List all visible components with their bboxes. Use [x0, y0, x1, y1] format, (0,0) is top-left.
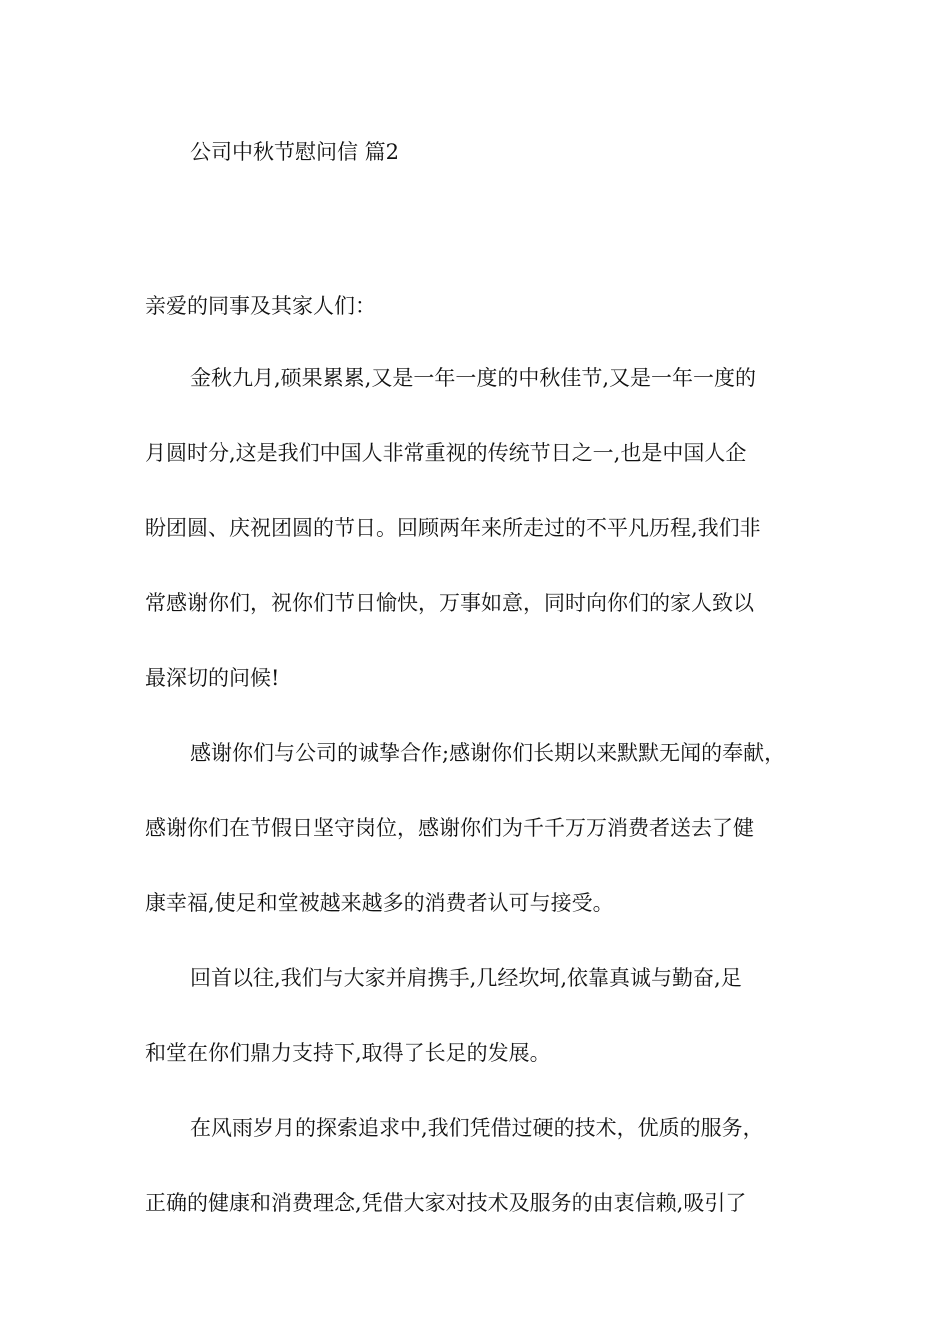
paragraph-4-line-2: 正确的健康和消费理念,凭借大家对技术及服务的由衷信赖,吸引了	[145, 1191, 747, 1215]
paragraph-1-line-4: 常感谢你们，祝你们节日愉快，万事如意，同时向你们的家人致以	[145, 591, 754, 615]
paragraph-1-line-3: 盼团圆、庆祝团圆的节日。回顾两年来所走过的不平凡历程,我们非	[145, 516, 761, 540]
paragraph-2-line-1: 感谢你们与公司的诚挚合作;感谢你们长期以来默默无闻的奉献，	[190, 741, 786, 765]
paragraph-4-line-1: 在风雨岁月的探索追求中,我们凭借过硬的技术，优质的服务，	[190, 1116, 764, 1140]
paragraph-3-line-2: 和堂在你们鼎力支持下,取得了长足的发展。	[145, 1041, 551, 1065]
paragraph-1-line-5: 最深切的问候!	[145, 666, 280, 690]
paragraph-3-line-1: 回首以往,我们与大家并肩携手,几经坎坷,依靠真诚与勤奋,足	[190, 966, 742, 990]
paragraph-2-line-3: 康幸福,使足和堂被越来越多的消费者认可与接受。	[145, 891, 614, 915]
document-title: 公司中秋节慰问信 篇2	[190, 140, 400, 164]
paragraph-2-line-2: 感谢你们在节假日坚守岗位，感谢你们为千千万万消费者送去了健	[145, 816, 754, 840]
paragraph-1-line-2: 月圆时分,这是我们中国人非常重视的传统节日之一,也是中国人企	[145, 441, 747, 465]
paragraph-1-line-1: 金秋九月,硕果累累,又是一年一度的中秋佳节,又是一年一度的	[190, 366, 757, 390]
greeting-line: 亲爱的同事及其家人们：	[145, 294, 376, 318]
